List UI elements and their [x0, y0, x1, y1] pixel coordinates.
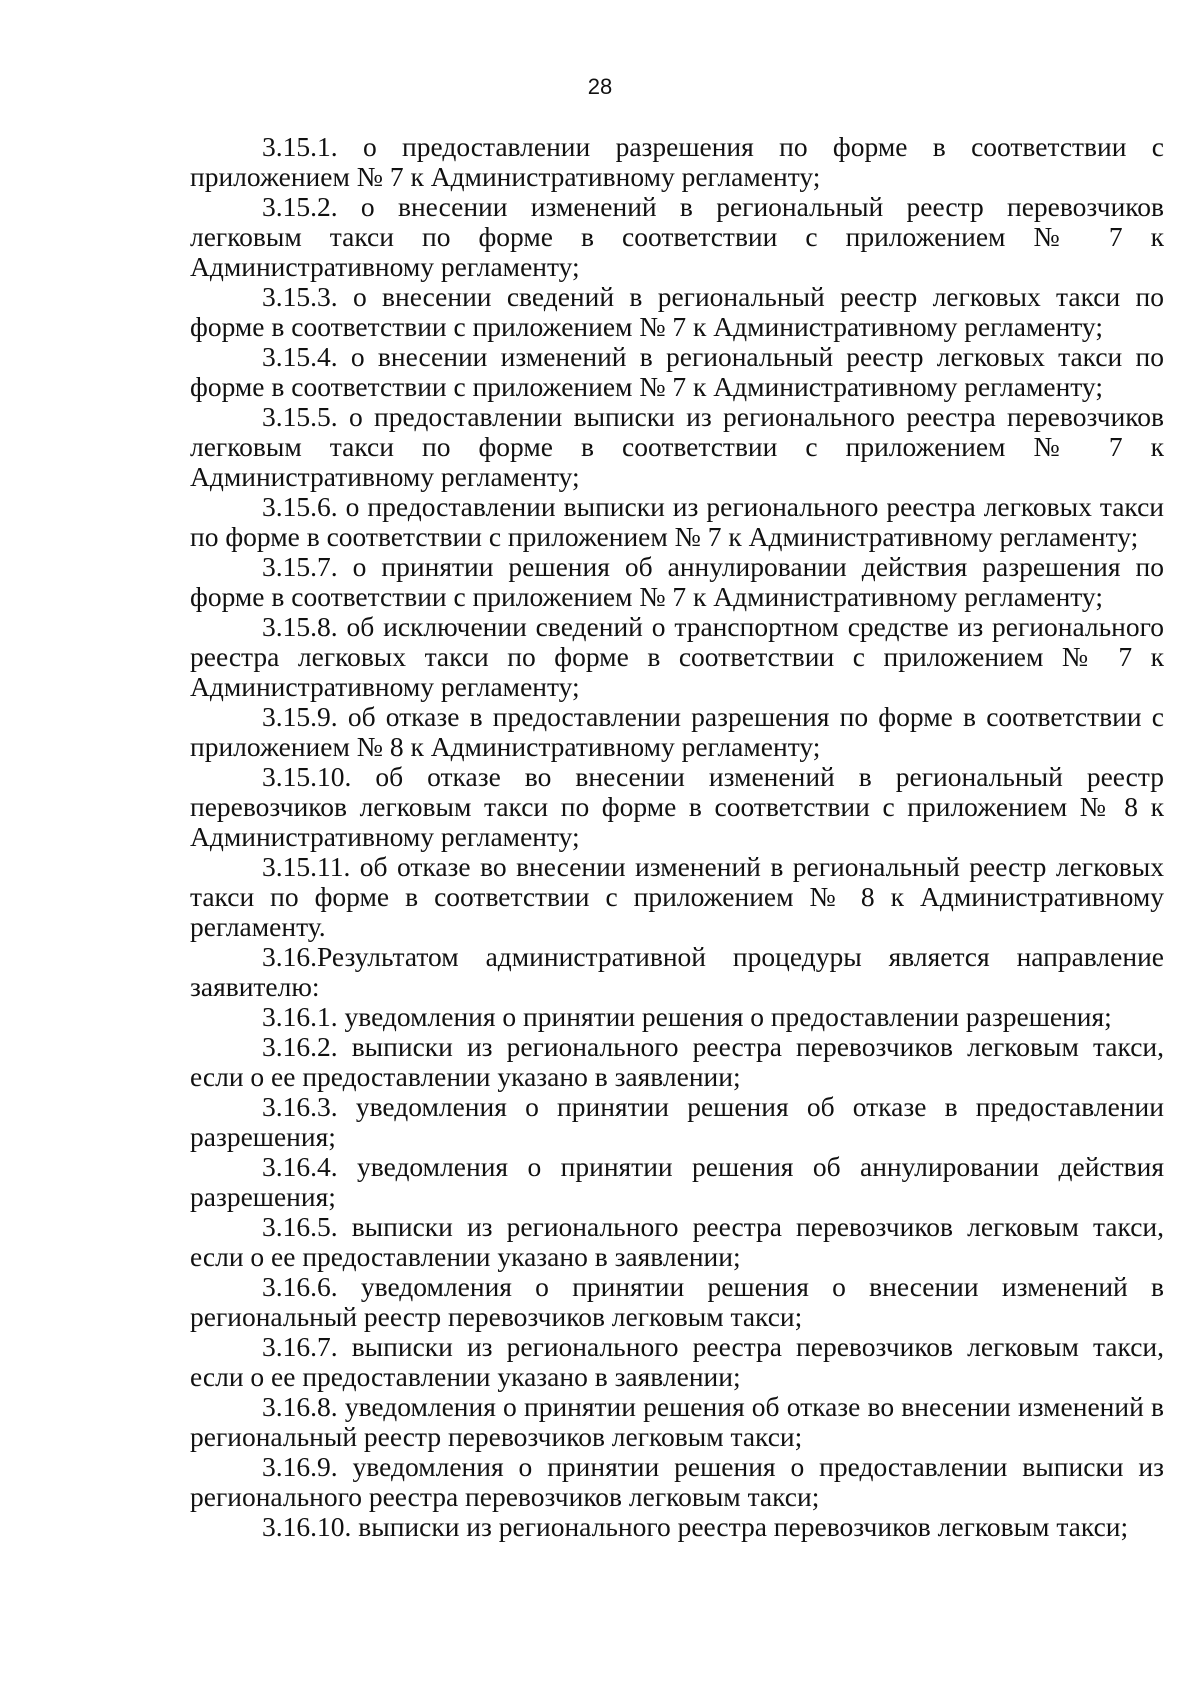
paragraph-3-15-10: 3.15.10. об отказе во внесении изменений в региональный реестр перевозчиков легковым такси по форме в соответствии с приложением № 8 к Административному регламенту; [190, 761, 1164, 852]
paragraph-3-16-5: 3.16.5. выписки из регионального реестра перевозчиков легковым такси, если о ее предоставлении указано в заявлении; [190, 1211, 1164, 1272]
page-number: 28 [587, 74, 613, 99]
paragraph-3-16-4: 3.16.4. уведомления о принятии решения об аннулировании действия разрешения; [190, 1151, 1164, 1212]
paragraph-3-15-9: 3.15.9. об отказе в предоставлении разрешения по форме в соответствии с приложением № 8 к Административному регламенту; [190, 701, 1164, 762]
paragraph-3-15-7: 3.15.7. о принятии решения об аннулировании действия разрешения по форме в соответствии с приложением № 7 к Административному регламенту; [190, 551, 1164, 612]
paragraph-3-16-1: 3.16.1. уведомления о принятии решения о предоставлении разрешения; [262, 1001, 1112, 1032]
paragraph-3-16-9: 3.16.9. уведомления о принятии решения о предоставлении выписки из регионального реестра перевозчиков легковым такси; [190, 1451, 1164, 1512]
paragraph-3-15-8: 3.15.8. об исключении сведений о транспортном средстве из регионального реестра легковых такси по форме в соответствии с приложением № 7 к Административному регламенту; [190, 611, 1164, 702]
paragraph-3-16-2: 3.16.2. выписки из регионального реестра перевозчиков легковым такси, если о ее предоставлении указано в заявлении; [190, 1031, 1164, 1092]
paragraph-3-15-5: 3.15.5. о предоставлении выписки из регионального реестра перевозчиков легковым такси по форме в соответствии с приложением № 7 к Административному регламенту; [190, 401, 1164, 492]
paragraph-3-15-4: 3.15.4. о внесении изменений в региональный реестр легковых такси по форме в соответствии с приложением № 7 к Административному регламенту; [190, 341, 1164, 402]
document-body [190, 132, 1164, 1542]
paragraph-3-15-1: 3.15.1. о предоставлении разрешения по форме в соответствии с приложением № 7 к Административному регламенту; [190, 131, 1164, 192]
paragraph-3-16-6: 3.16.6. уведомления о принятии решения о внесении изменений в региональный реестр перевозчиков легковым такси; [190, 1271, 1164, 1332]
paragraph-3-15-2: 3.15.2. о внесении изменений в региональный реестр перевозчиков легковым такси по форме в соответствии с приложением № 7 к Административному регламенту; [190, 191, 1164, 282]
paragraph-3-16: 3.16.Результатом административной процедуры является направление заявителю: [190, 941, 1164, 1002]
paragraph-3-15-6: 3.15.6. о предоставлении выписки из регионального реестра легковых такси по форме в соответствии с приложением № 7 к Административному регламенту; [190, 491, 1164, 552]
paragraph-3-15-3: 3.15.3. о внесении сведений в региональный реестр легковых такси по форме в соответствии с приложением № 7 к Административному регламенту; [190, 281, 1164, 342]
paragraph-3-15-11: 3.15.11. об отказе во внесении изменений в региональный реестр легковых такси по форме в соответствии с приложением № 8 к Административному регламенту. [190, 851, 1164, 942]
paragraph-3-16-8: 3.16.8. уведомления о принятии решения об отказе во внесении изменений в региональный реестр перевозчиков легковым такси; [190, 1391, 1164, 1452]
paragraph-3-16-7: 3.16.7. выписки из регионального реестра перевозчиков легковым такси, если о ее предоставлении указано в заявлении; [190, 1331, 1164, 1392]
paragraph-3-16-10: 3.16.10. выписки из регионального реестра перевозчиков легковым такси; [262, 1511, 1129, 1542]
paragraph-3-16-3: 3.16.3. уведомления о принятии решения об отказе в предоставлении разрешения; [190, 1091, 1164, 1152]
